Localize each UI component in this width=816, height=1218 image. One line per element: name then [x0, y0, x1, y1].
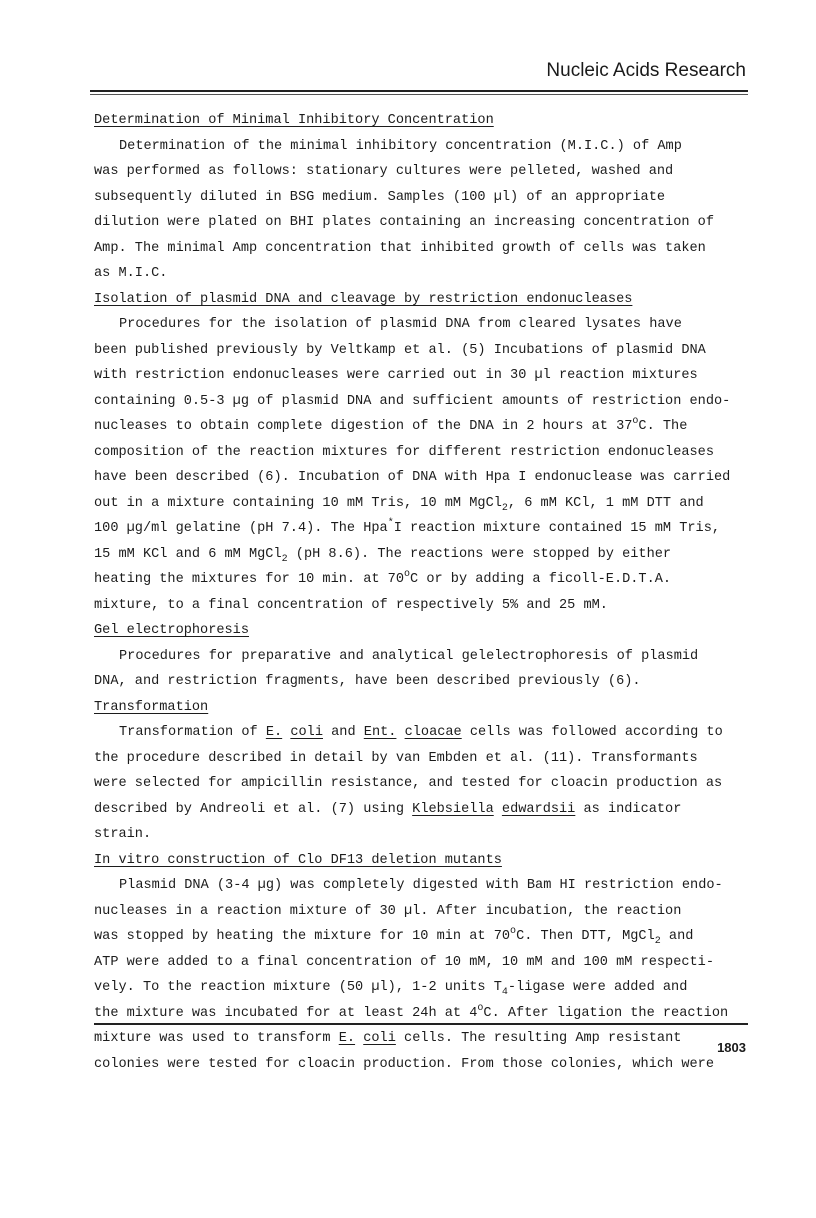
page-number: 1803: [717, 1040, 746, 1055]
paragraph-line: mixture, to a final concentration of respectively 5% and 25 mM.: [94, 597, 608, 613]
article-body: [94, 108, 754, 1077]
paragraph-line: was stopped by heating the mixture for 10 min at 70$^o$C. Then DTT, MgCl$_2$ and: [94, 926, 694, 947]
paragraph-line: vely. To the reaction mixture (50 µl), 1-2 units $T_4$-ligase were added and: [94, 980, 688, 998]
journal-title: Nucleic Acids Research: [546, 60, 746, 81]
footer-rule: [94, 1023, 748, 1025]
paragraph-line: were selected for ampicillin resistance, and tested for cloacin production as: [94, 776, 723, 791]
paragraph-line: Procedures for the isolation of plasmid DNA from cleared lysates have: [119, 317, 682, 332]
section-heading-gel: Gel electrophoresis: [94, 623, 249, 638]
paragraph-line: with restriction endonucleases were carried out in 30 µl reaction mixtures: [94, 368, 698, 383]
paragraph-line: Amp. The minimal Amp concentration that inhibited growth of cells was taken: [94, 240, 706, 256]
section-heading-isolation: Isolation of plasmid DNA and cleavage by restriction endonucleases: [94, 291, 633, 307]
section-heading-mic: Determination of Minimal Inhibitory Concentration: [94, 113, 494, 128]
paragraph-line: containing 0.5-3 µg of plasmid DNA and sufficient amounts of restriction endo-: [94, 393, 731, 409]
paragraph-line: was performed as follows: stationary cultures were pelleted, washed and: [94, 164, 674, 179]
paragraph-line: dilution were plated on BHI plates containing an increasing concentration of: [94, 215, 714, 230]
paragraph-line: heating the mixtures for 10 min. at 70$^o$C or by adding a ficoll-E.D.T.A.: [94, 569, 672, 587]
paragraph-line: strain.: [94, 827, 152, 842]
paragraph-line: 15 mM KCl and 6 mM MgCl$_2$ (pH 8.6). The reactions were stopped by either: [94, 546, 672, 565]
paragraph-line: nucleases in a reaction mixture of 30 µl. After incubation, the reaction: [94, 903, 682, 919]
paragraph-line: have been described (6). Incubation of DNA with Hpa I endonuclease was carried: [94, 470, 731, 485]
paragraph-line: as M.I.C.: [94, 266, 168, 281]
paragraph-line: ATP were added to a final concentration of 10 mM, 10 mM and 100 mM respecti-: [94, 954, 714, 970]
paragraph-line: mixture was used to transform E. coli cells. The resulting Amp resistant: [94, 1031, 682, 1046]
paragraph-line: Plasmid DNA (3-4 µg) was completely digested with Bam HI restriction endo-: [119, 878, 723, 893]
paragraph-line: Procedures for preparative and analytical gelelectrophoresis of plasmid: [119, 648, 699, 664]
paragraph-line: the procedure described in detail by van Embden et al. (11). Transformants: [94, 750, 698, 766]
header-rule: [90, 90, 748, 92]
paragraph-line: been published previously by Veltkamp et al. (5) Incubations of plasmid DNA: [94, 342, 706, 358]
header-rule-thin: [90, 94, 748, 95]
paragraph-line: nucleases to obtain complete digestion of the DNA in 2 hours at 37$^o$C. The: [94, 416, 688, 434]
paragraph-line: 100 µg/ml gelatine (pH 7.4). The Hpa*I reaction mixture contained 15 mM Tris,: [94, 518, 721, 536]
paragraph-line: DNA, and restriction fragments, have been described previously (6).: [94, 674, 641, 689]
paragraph-line: subsequently diluted in BSG medium. Samples (100 µl) of an appropriate: [94, 189, 666, 205]
paragraph-line: composition of the reaction mixtures for different restriction endonucleases: [94, 444, 714, 460]
paragraph-line: described by Andreoli et al. (7) using Klebsiella edwardsii as indicator: [94, 801, 682, 817]
paragraph-line: out in a mixture containing 10 mM Tris, 10 mM MgCl$_2$, 6 mM KCl, 1 mM DTT and: [94, 495, 704, 514]
paragraph-line: colonies were tested for cloacin production. From those colonies, which were: [94, 1056, 714, 1072]
paragraph-line: Transformation of E. coli and Ent. cloacae cells was followed according to: [119, 725, 723, 740]
section-heading-transformation: Transformation: [94, 699, 209, 715]
section-heading-construction: In vitro construction of Clo DF13 deletion mutants: [94, 852, 502, 868]
paragraph-line: Determination of the minimal inhibitory concentration (M.I.C.) of Amp: [119, 138, 682, 154]
paragraph-line: the mixture was incubated for at least 24h at 4$^o$C. After ligation the reaction: [94, 1002, 729, 1021]
